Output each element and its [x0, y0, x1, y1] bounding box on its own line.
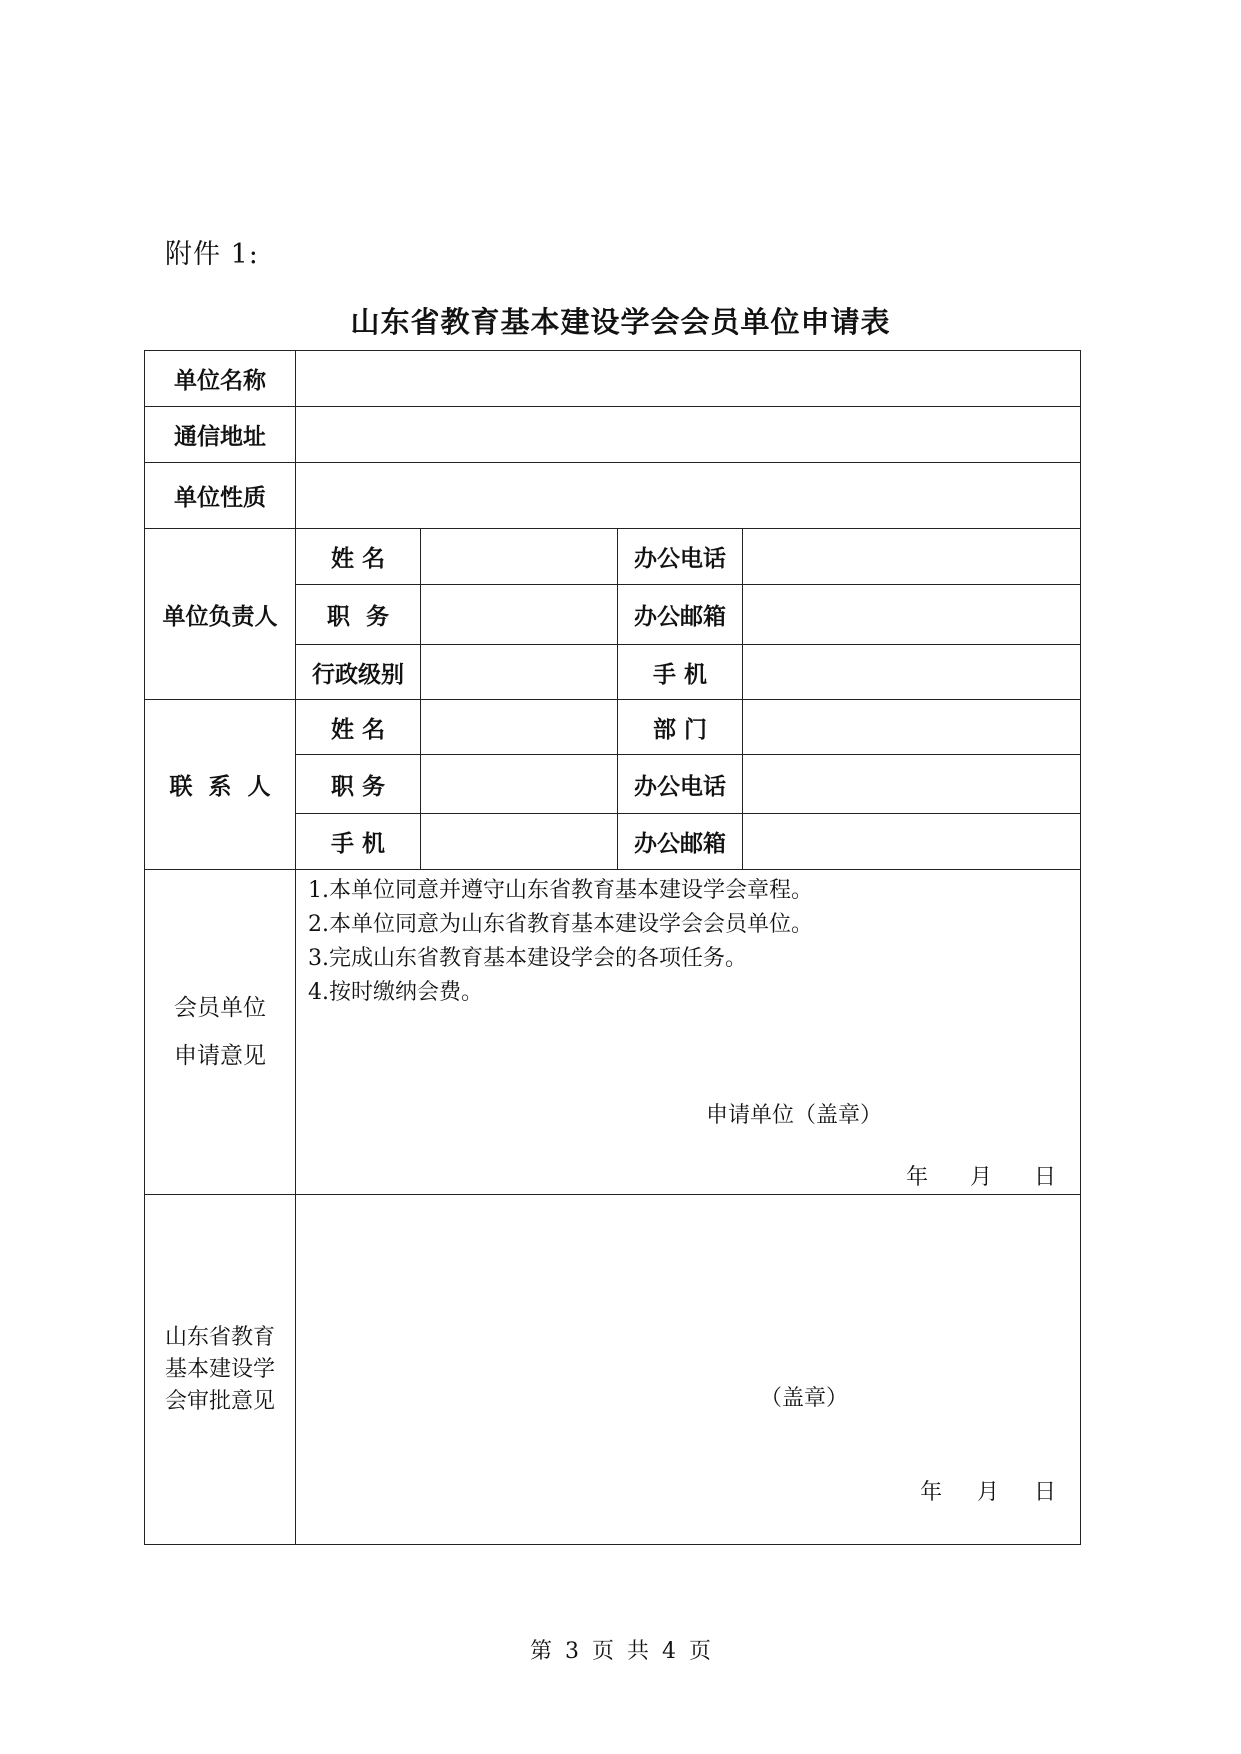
head-position-field[interactable] — [421, 585, 618, 645]
approval-date-label: 年 月 日 — [920, 1480, 1056, 1505]
opinion-item-1: 1.本单位同意并遵守山东省教育基本建设学会章程。 — [308, 878, 813, 903]
applicant-date-label: 年 月 日 — [906, 1165, 1056, 1190]
attachment-label: 附件 1: — [165, 239, 259, 270]
opinion-item-4: 4.按时缴纳会费。 — [308, 980, 483, 1005]
address-label: 通信地址 — [145, 407, 296, 463]
approval-cell[interactable] — [296, 1195, 1081, 1545]
contact-office-email-field[interactable] — [743, 814, 1081, 870]
head-office-email-field[interactable] — [743, 585, 1081, 645]
row-head-name — [145, 529, 1081, 585]
head-office-phone-label: 办公电话 — [618, 529, 743, 585]
unit-name-field[interactable] — [296, 351, 1081, 407]
contact-mobile-field[interactable] — [421, 814, 618, 870]
row-address — [145, 407, 1081, 463]
row-contact-name — [145, 700, 1081, 755]
unit-nature-label: 单位性质 — [145, 463, 296, 529]
member-opinion-label: 会员单位 申请意见 — [145, 870, 296, 1195]
head-office-email-label: 办公邮箱 — [618, 585, 743, 645]
contact-position-label: 职 务 — [296, 755, 421, 814]
address-field[interactable] — [296, 407, 1081, 463]
row-member-opinion — [145, 870, 1081, 1195]
head-admin-level-label: 行政级别 — [296, 645, 421, 700]
contact-mobile-label: 手 机 — [296, 814, 421, 870]
head-label: 单位负责人 — [145, 529, 296, 700]
contact-office-email-label: 办公邮箱 — [618, 814, 743, 870]
contact-department-label: 部 门 — [618, 700, 743, 755]
head-mobile-label: 手 机 — [618, 645, 743, 700]
contact-department-field[interactable] — [743, 700, 1081, 755]
head-admin-level-field[interactable] — [421, 645, 618, 700]
unit-nature-field[interactable] — [296, 463, 1081, 529]
head-mobile-field[interactable] — [743, 645, 1081, 700]
approval-label: 山东省教育 基本建设学 会审批意见 — [145, 1195, 296, 1545]
unit-name-label: 单位名称 — [145, 351, 296, 407]
head-office-phone-field[interactable] — [743, 529, 1081, 585]
contact-name-field[interactable] — [421, 700, 618, 755]
page-footer: 第 3 页 共 4 页 — [530, 1639, 711, 1664]
contact-office-phone-label: 办公电话 — [618, 755, 743, 814]
approval-seal-label: （盖章） — [760, 1386, 849, 1411]
row-approval — [145, 1195, 1081, 1545]
head-position-label: 职 务 — [296, 585, 421, 645]
member-opinion-cell[interactable] — [296, 870, 1081, 1195]
opinion-item-2: 2.本单位同意为山东省教育基本建设学会会员单位。 — [308, 912, 813, 937]
head-name-field[interactable] — [421, 529, 618, 585]
contact-position-field[interactable] — [421, 755, 618, 814]
applicant-seal-label: 申请单位（盖章） — [706, 1103, 883, 1128]
contact-name-label: 姓 名 — [296, 700, 421, 755]
contact-label: 联 系 人 — [145, 700, 296, 870]
contact-office-phone-field[interactable] — [743, 755, 1081, 814]
application-form-table — [144, 350, 1081, 1545]
form-title: 山东省教育基本建设学会会员单位申请表 — [350, 305, 891, 339]
head-name-label: 姓 名 — [296, 529, 421, 585]
opinion-items — [296, 870, 1080, 1010]
opinion-item-3: 3.完成山东省教育基本建设学会的各项任务。 — [308, 946, 747, 971]
row-unit-nature — [145, 463, 1081, 529]
row-unit-name — [145, 351, 1081, 407]
